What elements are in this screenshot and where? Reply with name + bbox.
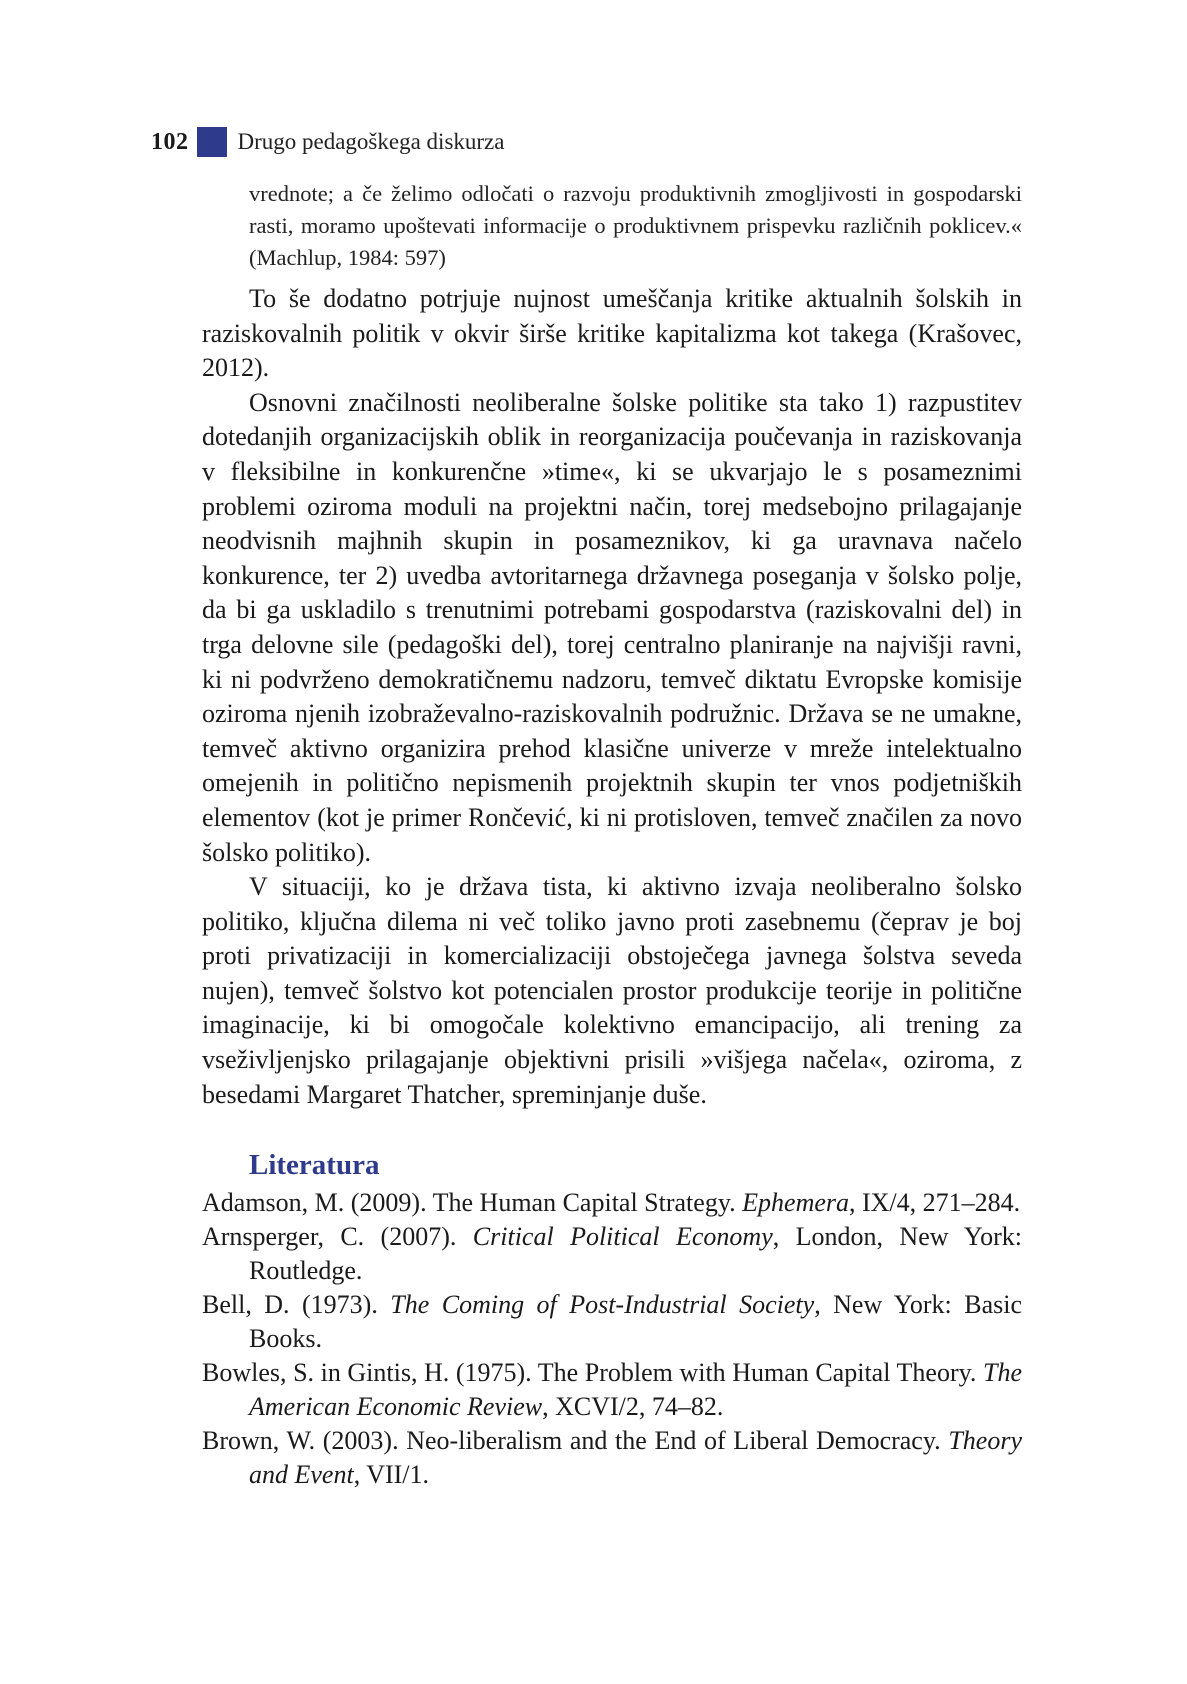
reference-list [202,1186,1022,1492]
block-quote [249,178,1022,274]
reference-item: Arnsperger, C. (2007). Critical Political Economy, London, New York: Routledge. [202,1222,1022,1285]
quote-text: vrednote; a če želimo odločati o razvoju produktivnih zmogljivosti in gospodarski rasti, moramo upoštevati informacije o produktivnem prispevku različnih poklicev.« (Machlup, 1984: 597) [249,181,1022,270]
page-header [151,125,504,159]
header-square-icon [197,127,227,157]
literature-heading: Literatura [249,1149,380,1181]
reference-item: Adamson, M. (2009). The Human Capital Strategy. Ephemera, IX/4, 271–284. [202,1188,1021,1217]
paragraph: V situaciji, ko je država tista, ki aktivno izvaja neoliberalno šolsko politiko, ključna dilema ni več toliko javno proti zasebnemu (čeprav je boj proti privatizaciji in komercializaciji obstoječega javnega šolstva seveda nujen), temveč šolstvo kot potencialen prostor produkcije teorije in politične imaginacije, ki bi omogočale kolektivno emancipacijo, ali trening za vseživljenjsko prilagajanje objektivni prisili »višjega načela«, oziroma, z besedami Margaret Thatcher, spreminjanje duše. [202,872,1022,1109]
paragraph: Osnovni značilnosti neoliberalne šolske politike sta tako 1) razpustitev dotedanjih organizacijskih oblik in reorganizacija poučevanja in raziskovanja v fleksibilne in konkurenčne »time«, ki se ukvarjajo le s posameznimi problemi oziroma moduli na projektni način, torej medsebojno prilagajanje neodvisnih majhnih skupin in posameznikov, ki ga uravnava načelo konkurence, ter 2) uvedba avtoritarnega državnega poseganja v šolsko polje, da bi ga uskladilo s trenutnimi potrebami gospodarstva (raziskovalni del) in trga delovne sile (pedagoški del), torej centralno planiranje na najvišji ravni, ki ni podvrženo demokratičnemu nadzoru, temveč diktatu Evropske komisije oziroma njenih izobraževalno-raziskovalnih podružnic. Država se ne umakne, temveč aktivno organizira prehod klasične univerze v mreže intelektualno omejenih in politično nepismenih projektnih skupin ter vnos podjetniških elementov (kot je primer Rončević, ki ni protisloven, temveč značilen za novo šolsko politiko). [202,387,1022,867]
body-text [202,282,1022,1112]
running-title: Drugo pedagoškega diskurza [237,129,505,154]
reference-item: Brown, W. (2003). Neo-liberalism and the End of Liberal Democracy. Theory and Event, VII/1. [202,1426,1022,1489]
page-number: 102 [151,128,189,155]
paragraph: To še dodatno potrjuje nujnost umeščanja kritike aktualnih šolskih in raziskovalnih politik v okvir širše kritike kapitalizma kot takega (Krašovec, 2012). [202,284,1022,383]
reference-item: Bowles, S. in Gintis, H. (1975). The Problem with Human Capital Theory. The American Economic Review, XCVI/2, 74–82. [202,1358,1022,1421]
reference-item: Bell, D. (1973). The Coming of Post-Industrial Society, New York: Basic Books. [202,1290,1022,1353]
